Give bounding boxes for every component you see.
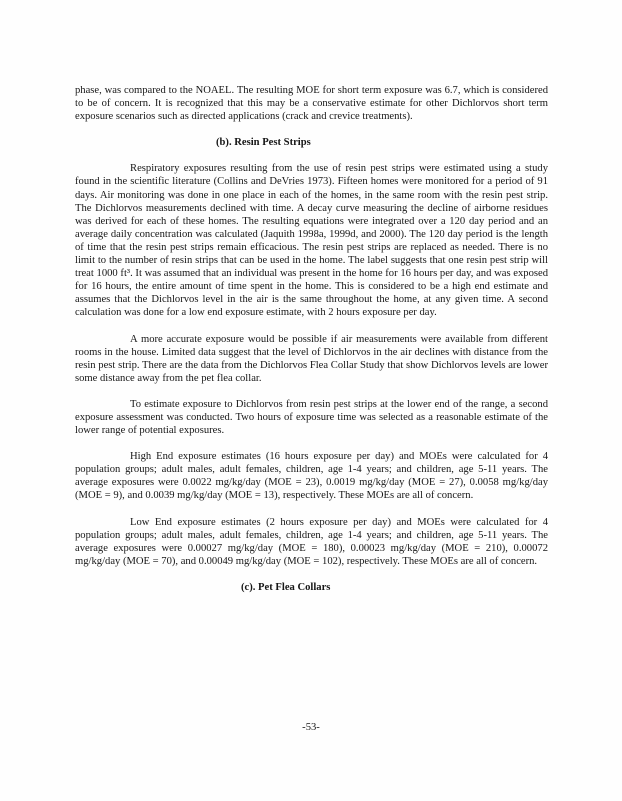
paragraph-lower-end-estimate: To estimate exposure to Dichlorvos from resin pest strips at the lower end of the range, a second exposure assessment was conducted. Two hours of exposure time was selected as a reasonable estimate of the lower range of potential exposures. <box>75 398 548 437</box>
section-heading-pet-flea-collars: (c). Pet Flea Collars <box>241 581 331 593</box>
page-number: -53- <box>302 722 320 733</box>
paragraph-more-accurate-exposure: A more accurate exposure would be possible if air measurements were available from different rooms in the house. Limited data suggest that the level of Dichlorvos in the air declines with distance from the resin pest strip. There are the data from the Dichlorvos Flea Collar Study that show Dichlorvos levels are lower some distance away from the pet flea collar. <box>75 333 548 384</box>
paragraph-noael-moe: phase, was compared to the NOAEL. The resulting MOE for short term exposure was 6.7, which is considered to be of concern. It is recognized that this may be a conservative estimate for other Dichlorvos short term exposure scenarios such as directed applications (crack and crevice treatments). <box>75 85 548 123</box>
page-content <box>75 84 548 594</box>
paragraph-respiratory-exposures: Respiratory exposures resulting from the use of resin pest strips were estimated using a study found in the scientific literature (Collins and DeVries 1973). Fifteen homes were monitored for a period of 91 days. Air monitoring was done in one place in each of the homes, in the same room with the resin pest strip. The Dichlorvos measurements declined with time. A decay curve measuring the decline of airborne residues was derived for each of these homes. The resulting equations were integrated over a 120 day period and an average daily concentration was calculated (Jaquith 1998a, 1999d, and 2000). The 120 day period is the length of time that the resin pest strips remain efficacious. The resin pest strips are replaced as needed. There is no limit to the number of resin strips that can be used in the home. The label suggests that one resin pest strip will treat 1000 ft³. It was assumed that an individual was present in the home for 16 hours per day, and was exposed for 16 hours, the entire amount of time spent in the home. This is considered to be a high end estimate and assumes that the Dichlorvos level in the air is the same throughout the home, at any given time. A second calculation was done for a low end exposure estimate, with 2 hours exposure per day. <box>75 163 548 319</box>
section-heading-resin-pest-strips: (b). Resin Pest Strips <box>216 137 311 149</box>
paragraph-low-end-estimates: Low End exposure estimates (2 hours exposure per day) and MOEs were calculated for 4 population groups; adult males, adult females, children, age 1-4 years; and children, age 5-11 years. The average exposures were 0.00027 mg/kg/day (MOE = 180), 0.00023 mg/kg/day (MOE = 210), 0.00072 mg/kg/day (MOE = 70), and 0.00049 mg/kg/day (MOE = 102), respectively. These MOEs are all of concern. <box>75 516 548 567</box>
paragraph-high-end-estimates: High End exposure estimates (16 hours exposure per day) and MOEs were calculated for 4 population groups; adult males, adult females, children, age 1-4 years; and children, age 5-11 years. The average exposures were 0.0022 mg/kg/day (MOE = 23), 0.0019 mg/kg/day (MOE = 27), 0.0058 mg/kg/day (MOE = 9), and 0.0039 mg/kg/day (MOE = 13), respectively. These MOEs are all of concern. <box>75 451 548 502</box>
